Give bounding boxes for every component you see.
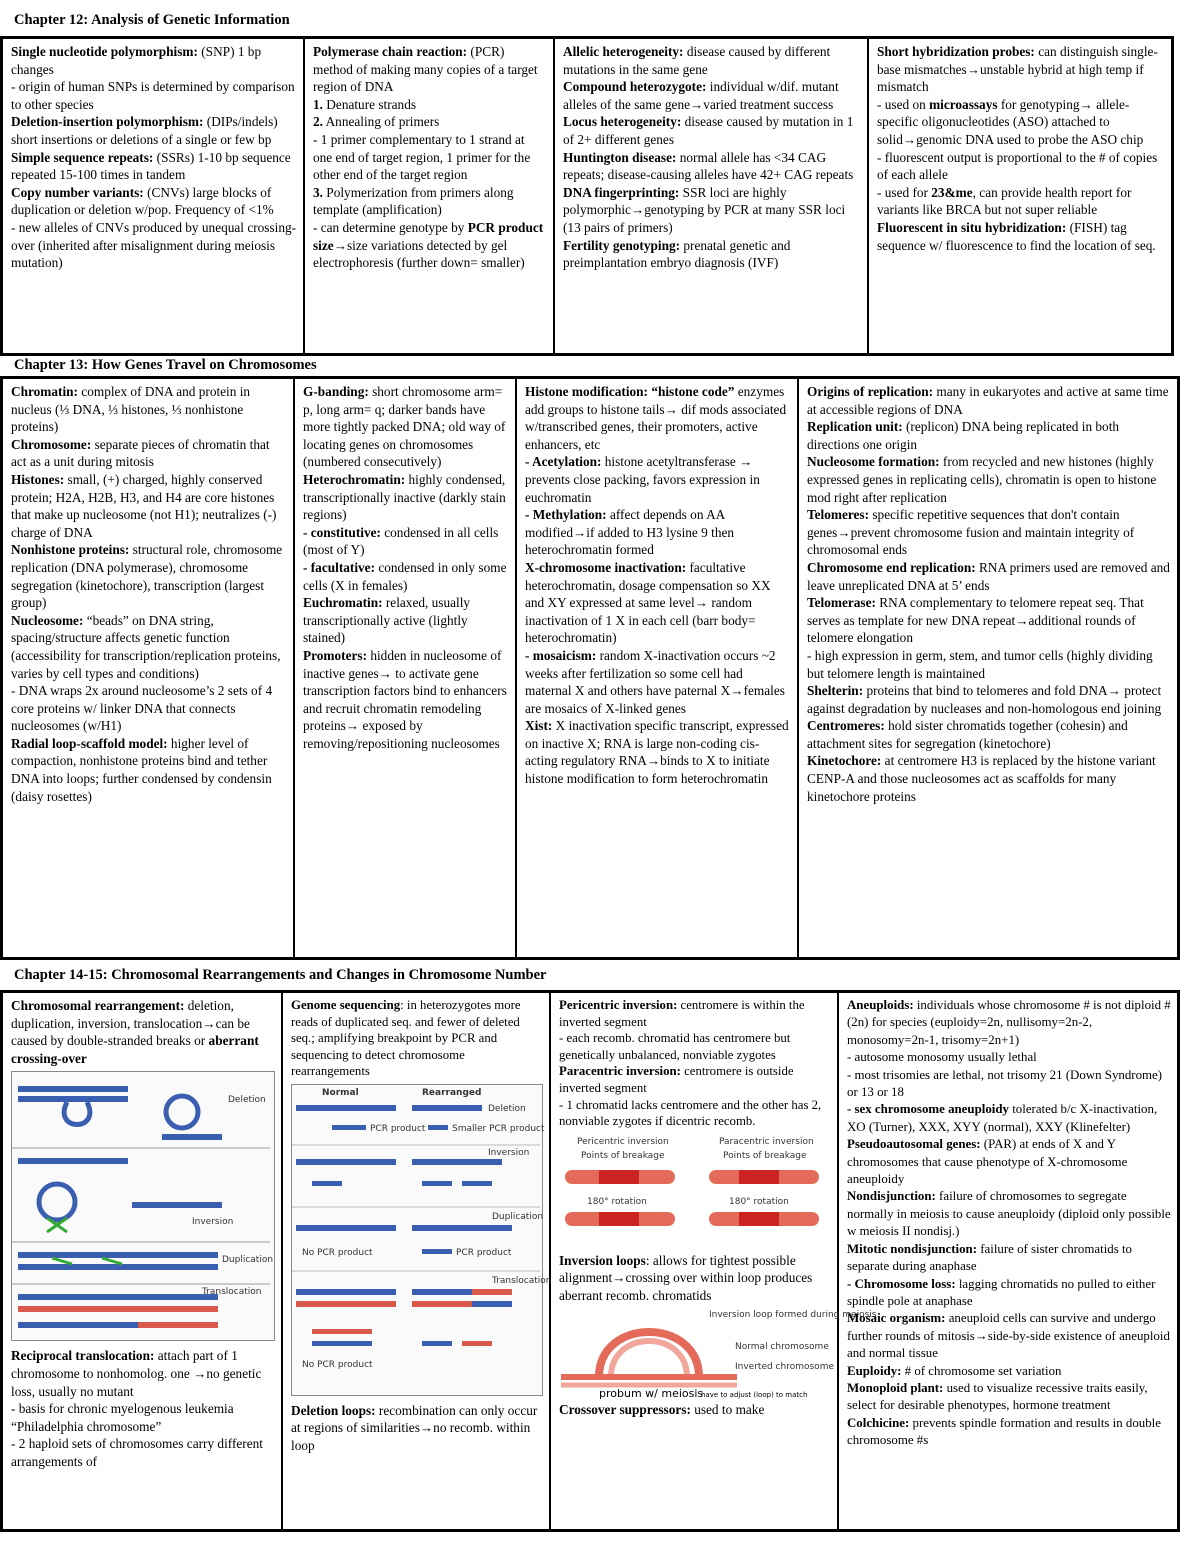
definition: - autosome monosomy usually lethal — [847, 1050, 1037, 1065]
definition: - high expression in germ, stem, and tumor cells (highly dividing but telomere length is maintained — [807, 647, 1153, 681]
entry — [525, 717, 791, 787]
fig3-rot-left: 180° rotation — [587, 1196, 647, 1207]
term: aberrant crossing-over — [11, 1033, 259, 1066]
definition: →size variations detected by gel electrophoresis (further down= smaller) — [313, 237, 525, 271]
term: G-banding: — [303, 384, 369, 399]
term: Nondisjunction: — [847, 1189, 936, 1204]
definition: normal allele has <34 CAG repeats; disease-causing alleles have 42+ CAG repeats — [563, 149, 854, 183]
definition: prevents spindle formation and results in double chromosome #s — [847, 1415, 1161, 1448]
term: Allelic heterogeneity: — [563, 44, 684, 59]
term: Histones: — [11, 471, 65, 487]
definition: - basis for chronic myelogenous leukemia “Philadelphia chromosome” — [11, 1401, 234, 1434]
definition: # of chromosome set variation — [901, 1363, 1062, 1378]
entry — [525, 453, 791, 506]
entry — [11, 612, 287, 682]
definition: RNA complementary to telomere repeat seq. That serves as template for new DNA repeat→additional rounds of telomere elongation — [807, 595, 1144, 646]
chapter-12-grid — [0, 36, 1174, 356]
definition: (PCR) method of making many copies of a target region of DNA — [313, 44, 538, 95]
term: Huntington disease: — [563, 149, 677, 165]
term: - sex chromosome aneuploidy — [847, 1102, 1009, 1117]
term: Chromosomal rearrangement: — [11, 998, 185, 1013]
term: Aneuploids: — [847, 998, 914, 1012]
term: Paracentric inversion: — [559, 1064, 681, 1079]
entry — [847, 1415, 1171, 1450]
definition: proteins that bind to telomeres and fold DNA→ protect against degradation by nucleases and non-homologous end joining — [807, 683, 1162, 716]
term: - Chromosome loss: — [847, 1276, 956, 1291]
definition: centromere is within the inverted segment — [559, 998, 805, 1029]
definition: - new alleles of CNVs produced by unequal crossing-over (inherited after misalignment during meiosis mutation) — [11, 219, 297, 271]
term: Deletion loops: — [291, 1402, 376, 1418]
definition: failure of sister chromatids to separate during anaphase — [847, 1241, 1133, 1274]
ch14-col-1-bottom — [11, 1347, 275, 1470]
definition: deletion, duplication, inversion, translocation→can be caused by double-stranded breaks or — [11, 998, 250, 1049]
term: Centromeres: — [807, 718, 885, 734]
fig3-rot-right: 180° rotation — [729, 1196, 789, 1207]
fig2-label-translocation: Translocation — [492, 1275, 552, 1286]
fig4-hand2: have to adjust (loop) to match — [701, 1390, 808, 1399]
entry — [559, 1030, 831, 1063]
ch13-col-4 — [799, 379, 1177, 957]
term: Histone modification: “histone code” — [525, 384, 735, 399]
entry — [563, 237, 861, 272]
chapter-14-title: Chapter 14-15: Chromosomal Rearrangements and Changes in Chromosome Number — [14, 967, 547, 983]
entry — [847, 1380, 1171, 1415]
entry — [11, 43, 297, 78]
entry — [11, 1400, 275, 1435]
entry — [313, 131, 547, 184]
fig1-label-deletion: Deletion — [228, 1095, 266, 1106]
entry — [11, 997, 275, 1067]
term: Monoploid plant: — [847, 1380, 944, 1395]
ch14-col-2-bottom — [291, 1402, 543, 1455]
term: DNA fingerprinting: — [563, 184, 680, 200]
definition: - used on — [877, 96, 930, 112]
definition: (replicon) DNA being replicated in both directions one origin — [807, 419, 1120, 452]
entry — [303, 524, 509, 559]
term: Replication unit: — [807, 419, 903, 435]
term: Inversion loops — [559, 1252, 646, 1268]
entry — [303, 471, 509, 524]
fig4-normal: Normal chromosome — [735, 1341, 829, 1352]
definition: “beads” on DNA string, spacing/structure affects genetic function (accessibility for transcription/replication proteins, varies by cell types and conditions) — [11, 612, 281, 681]
rearrangement-figure — [11, 1071, 275, 1341]
entry — [303, 647, 509, 753]
entry — [847, 1310, 1171, 1362]
definition: - most trisomies are lethal, not trisomy 21 (Down Syndrome) or 13 or 18 — [847, 1067, 1163, 1100]
entry — [525, 559, 791, 647]
definition: : allows for tightest possible alignment→crossing over within loop produces aberrant recomb. chromatids — [559, 1252, 813, 1303]
entry — [559, 1063, 831, 1096]
definition: from recycled and new histones (highly expressed genes in replicating cells), chromatin is open to histone mod right after replication — [807, 454, 1157, 505]
ch12-col-3 — [555, 39, 869, 353]
definition: can distinguish single-base mismatches→unstable hybrid at high temp if mismatch — [877, 44, 1158, 95]
fig3-pericentric: Pericentric inversion — [577, 1136, 669, 1147]
entry — [807, 453, 1171, 506]
definition: - used for — [877, 184, 932, 200]
ch13-col-1 — [3, 379, 295, 957]
ch12-col-1 — [3, 39, 305, 353]
definition: condensed in all cells (most of Y) — [303, 524, 499, 558]
fig4-inverted: Inverted chromosome — [735, 1361, 834, 1372]
ch12-col-4 — [869, 39, 1171, 353]
fig3-breaks-right: Points of breakage — [723, 1150, 807, 1161]
definition: - can determine genotype by — [313, 219, 468, 235]
entry — [313, 184, 547, 219]
definition: lagging chromatids no pulled to either spindle pole at anaphase — [847, 1276, 1156, 1308]
term: Polymerase chain reaction: — [313, 44, 468, 59]
entry — [877, 219, 1165, 254]
fig1-label-duplication: Duplication — [222, 1255, 274, 1266]
entry — [877, 43, 1165, 96]
definition: facultative heterochromatin, dosage compensation so XX and XY expressed at same level→ random inactivation of 1 X in each cell (barr body= heterochromatin) — [525, 559, 771, 646]
term: Colchicine: — [847, 1415, 910, 1430]
entry — [313, 219, 547, 272]
entry — [559, 1252, 831, 1305]
entry — [847, 1067, 1171, 1102]
entry — [11, 1347, 275, 1400]
entry — [807, 559, 1171, 594]
term: Euploidy: — [847, 1363, 902, 1378]
definition: short chromosome arm= p, long arm= q; darker bands have more tightly packed DNA; old way of locating genes on chromosomes (numbered consecutively) — [303, 384, 506, 470]
inversion-diagram — [559, 1134, 831, 1246]
definition: Annealing of primers — [322, 114, 440, 130]
term: X-chromosome inactivation: — [525, 559, 687, 575]
definition: Polymerization from primers along template (amplification) — [313, 184, 514, 218]
entry — [11, 184, 297, 219]
entry — [563, 78, 861, 113]
entry — [313, 43, 547, 96]
definition: - 2 haploid sets of chromosomes carry different arrangements of — [11, 1436, 263, 1469]
term: Radial loop-scaffold model: — [11, 735, 168, 751]
entry — [847, 1136, 1171, 1188]
term: Telomerase: — [807, 595, 876, 611]
chapter-13-title: Chapter 13: How Genes Travel on Chromosomes — [14, 357, 317, 373]
definition: RNA primers used are removed and leave unreplicated DNA at 5’ ends — [807, 559, 1170, 593]
term: Fluorescent in situ hybridization: — [877, 219, 1067, 235]
definition: hidden in nucleosome of inactive genes→ to activate gene transcription factors bind to enhancers and recruit chromatin remodeling proteins→ exposed by removing/repositioning nucleosomes — [303, 647, 507, 751]
inversion-figure — [559, 1134, 831, 1246]
term: Nucleosome formation: — [807, 454, 940, 470]
entry — [11, 383, 287, 436]
entry — [807, 418, 1171, 453]
entry — [11, 541, 287, 611]
term: Chromosome end replication: — [807, 559, 976, 575]
fig1-label-translocation: Translocation — [202, 1287, 262, 1298]
definition: many in eukaryotes and active at same time at accessible regions of DNA — [807, 384, 1169, 417]
definition: higher level of compaction, nonhistone proteins bind and tether DNA into loops; further condensed by condensin (daisy rosettes) — [11, 735, 272, 804]
definition: prenatal genetic and preimplantation embryo diagnosis (IVF) — [563, 237, 791, 271]
definition: - each recomb. chromatid has centromere but genetically unbalanced, nonviable zygotes — [559, 1031, 791, 1062]
definition: at centromere H3 is replaced by the histone variant CENP-A and those nucleosomes act as scaffolds for many kinetochore proteins — [807, 753, 1156, 804]
definition: - fluorescent output is proportional to the # of copies of each allele — [877, 149, 1158, 183]
definition: aneuploid cells can survive and undergo further rounds of mitosis→side-by-side existence of aneuploid and normal tissue — [847, 1311, 1170, 1361]
term: Shelterin: — [807, 683, 864, 699]
term: Euchromatin: — [303, 595, 383, 611]
chapter-14-grid — [0, 990, 1180, 1532]
definition: separate pieces of chromatin that act as a unit during mitosis — [11, 436, 270, 470]
definition: - 1 chromatid lacks centromere and the other has 2, nonviable zygotes if dicentric recomb. — [559, 1097, 822, 1129]
pcr-diagram — [292, 1085, 552, 1395]
term: Nonhistone proteins: — [11, 542, 130, 558]
term: PCR product size — [313, 219, 544, 253]
term: Reciprocal translocation: — [11, 1348, 155, 1364]
term: Fertility genotyping: — [563, 237, 681, 253]
ch13-col-2 — [295, 379, 517, 957]
entry — [525, 383, 791, 453]
entry — [11, 149, 297, 184]
definition: enzymes add groups to histone tails→ dif mods associated w/transcribed genes, their promoters, active enhancers, etc — [525, 384, 787, 452]
definition: X inactivation specific transcript, expressed on inactive X; RNA is large non-coding cis-acting regulatory RNA→binds to X to initiate histone modification to form heterochromatin — [525, 718, 789, 787]
entry — [291, 997, 543, 1080]
fig2-no-pcr-2: No PCR product — [302, 1359, 373, 1370]
entry — [847, 1241, 1171, 1276]
definition: failure of chromosomes to segregate normally in meiosis to cause aneuploidy (diploid only possible w meiosis II nondisj.) — [847, 1189, 1171, 1239]
term: 1. — [313, 96, 323, 112]
fig2-label-duplication: Duplication — [492, 1211, 544, 1222]
ch14-col-1 — [3, 993, 283, 1529]
entry — [807, 682, 1171, 717]
fig2-label-inversion: Inversion — [488, 1147, 530, 1158]
definition: recombination can only occur at regions of similarities→no recomb. within loop — [291, 1402, 538, 1453]
ch13-col-3 — [517, 379, 799, 957]
term: Compound heterozygote: — [563, 79, 707, 95]
entry — [877, 149, 1165, 184]
chapter-12-title: Chapter 12: Analysis of Genetic Information — [14, 12, 290, 28]
definition: affect depends on AA modified→if added to H3 lysine 9 then heterochromatin formed — [525, 507, 735, 558]
definition: , can provide health report for variants like BRCA but not super reliable — [877, 184, 1132, 218]
definition: used to visualize recessive traits easily, select for desirable phenotypes, hormone treatment — [847, 1380, 1148, 1413]
definition: small, (+) charged, highly conserved protein; H2A, H2B, H3, and H4 are core histones that make up nucleosome (not H1); neutralizes (-) charge of DNA — [11, 471, 277, 540]
term: Xist: — [525, 718, 553, 734]
term: Origins of replication: — [807, 384, 934, 399]
term: microassays — [929, 96, 998, 112]
term: Kinetochore: — [807, 753, 882, 769]
entry — [313, 113, 547, 131]
definition: specific repetitive sequences that don't contain genes→prevent chromosome fusion and maintain integrity of chromosomal ends — [807, 507, 1135, 558]
entry — [11, 1435, 275, 1470]
entry — [807, 717, 1171, 752]
rearrangement-diagram — [12, 1072, 274, 1340]
term: - facultative: — [303, 559, 375, 575]
ch14-col-3-bottom — [559, 1401, 831, 1419]
term: Telomeres: — [807, 507, 870, 523]
definition: random X-inactivation occurs ~2 weeks after fertilization so some cell had maternal X and others have paternal X→females are mosaics of X-linked genes — [525, 647, 785, 716]
entry — [525, 647, 791, 717]
term: 3. — [313, 184, 323, 200]
entry — [11, 219, 297, 272]
ch14-col-2-top — [291, 997, 543, 1080]
ch14-col-2 — [283, 993, 551, 1529]
term: Copy number variants: — [11, 184, 144, 200]
entry — [559, 1401, 831, 1419]
term: Single nucleotide polymorphism: — [11, 44, 198, 59]
fig2-no-pcr: No PCR product — [302, 1247, 373, 1258]
fig3-breaks-left: Points of breakage — [581, 1150, 665, 1161]
entry — [11, 113, 297, 148]
term: 2. — [313, 114, 323, 130]
term: Mosaic organism: — [847, 1311, 946, 1326]
fig2-pcr-product: PCR product — [370, 1123, 426, 1134]
fig2-smaller-product: Smaller PCR product — [452, 1123, 545, 1134]
entry — [877, 96, 1165, 149]
definition: hold sister chromatids together (cohesin) and attachment sites for segregation (kinetochore) — [807, 718, 1128, 751]
definition: highly condensed, transcriptionally inactive (darkly stain regions) — [303, 471, 506, 523]
ch12-col-2 — [305, 39, 555, 353]
definition: Denature strands — [322, 96, 417, 112]
entry — [559, 1097, 831, 1130]
ch14-col-4 — [839, 993, 1177, 1529]
entry — [525, 506, 791, 559]
entry — [303, 559, 509, 594]
definition: individuals whose chromosome # is not diploid # (2n) for species (euploidy=2n, nullisomy=2n-2, monosomy=2n-1, trisomy=2n+1) — [847, 998, 1171, 1047]
entry — [847, 1188, 1171, 1240]
entry — [559, 997, 831, 1030]
term: - Methylation: — [525, 507, 607, 523]
definition: (FISH) tag sequence w/ fluorescence to find the location of seq. — [877, 219, 1156, 253]
term: Genome sequencing — [291, 998, 401, 1012]
definition: (PAR) at ends of X and Y chromosomes that cause phenotype of X-chromosome aneuploidy — [847, 1137, 1128, 1187]
entry — [11, 471, 287, 541]
ch14-col-1-top — [11, 997, 275, 1067]
fig3-paracentric: Paracentric inversion — [719, 1136, 814, 1147]
definition: histone acetyltransferase → prevents close packing, favors expression in euchromatin — [525, 454, 760, 505]
entry — [11, 735, 287, 805]
fig2-pcr-product-2: PCR product — [456, 1247, 512, 1258]
definition: (SSRs) 1-10 bp sequence repeated 15-100 times in tandem — [11, 149, 291, 183]
term: Nucleosome: — [11, 612, 84, 628]
entry — [303, 383, 509, 471]
definition: used to make — [690, 1401, 765, 1417]
fig4-loop: Inversion loop formed during meiosis — [709, 1309, 877, 1320]
entry — [807, 383, 1171, 418]
entry — [807, 752, 1171, 805]
term: Crossover suppressors: — [559, 1401, 691, 1417]
definition: condensed in only some cells (X in females) — [303, 559, 507, 593]
entry — [807, 647, 1171, 682]
fig2-label-deletion: Deletion — [488, 1103, 526, 1114]
definition: - DNA wraps 2x around nucleosome’s 2 sets of 4 core proteins w/ linker DNA that connects nucleosomes (w/H1) — [11, 683, 273, 734]
term: Chromosome: — [11, 436, 92, 452]
term: Simple sequence repeats: — [11, 149, 154, 165]
entry — [847, 1363, 1171, 1380]
entry — [11, 436, 287, 471]
entry — [563, 149, 861, 184]
pcr-figure — [291, 1084, 552, 1396]
entry — [877, 184, 1165, 219]
definition: attach part of 1 chromosome to nonhomolog. one →no genetic loss, usually no mutant — [11, 1348, 262, 1399]
term: Chromatin: — [11, 384, 78, 399]
definition: disease caused by different mutations in the same gene — [563, 44, 831, 77]
entry — [303, 594, 509, 647]
definition: tolerated b/c X-inactivation, XO (Turner), XXX, XYY (normal), XXY (Klinefelter) — [847, 1102, 1158, 1134]
term: Short hybridization probes: — [877, 44, 1035, 59]
definition: - 1 primer complementary to 1 strand at one end of target region, 1 primer for the other end of the target region — [313, 131, 531, 183]
entry — [563, 43, 861, 78]
entry — [847, 1049, 1171, 1066]
definition: disease caused by mutation in 1 of 2+ different genes — [563, 114, 854, 147]
fig4-hand: probum w/ meiosis — [599, 1386, 704, 1400]
definition: individual w/dif. mutant alleles of the same gene→varied treatment success — [563, 79, 839, 112]
term: - constitutive: — [303, 524, 381, 540]
term: Heterochromatin: — [303, 471, 406, 487]
definition: (SNP) 1 bp changes — [11, 44, 262, 77]
term: 23&me — [931, 184, 973, 200]
entry — [11, 78, 297, 113]
definition: relaxed, usually transcriptionally active (lightly stained) — [303, 595, 471, 646]
entry — [807, 594, 1171, 647]
term: Mitotic nondisjunction: — [847, 1241, 977, 1256]
definition: (DIPs/indels) short insertions or deletions of a single or few bp — [11, 114, 278, 147]
entry — [563, 113, 861, 148]
definition: SSR loci are highly polymorphic→genotyping by PCR at many SSR loci (13 pairs of primers) — [563, 184, 846, 235]
fig2-rearranged: Rearranged — [422, 1087, 482, 1098]
fig1-label-inversion: Inversion — [192, 1217, 234, 1228]
term: - mosaicism: — [525, 647, 597, 663]
term: Pseudoautosomal genes: — [847, 1137, 981, 1152]
term: Promoters: — [303, 647, 367, 663]
entry — [291, 1402, 543, 1455]
entry — [807, 506, 1171, 559]
definition: (CNVs) large blocks of duplication or deletion w/pop. Frequency of <1% — [11, 184, 274, 218]
entry — [11, 682, 287, 735]
entry — [313, 96, 547, 114]
fig2-normal: Normal — [322, 1087, 359, 1098]
ch14-col-3-top — [559, 997, 831, 1130]
entry — [847, 1276, 1171, 1311]
term: Deletion-insertion polymorphism: — [11, 114, 204, 130]
definition: : in heterozygotes more reads of duplicated seq. and fewer of deleted seq.; amplifying breakpoint by PCR and sequencing to detect chromosome rearrangements — [291, 998, 521, 1078]
entry — [563, 184, 861, 237]
entry — [847, 997, 1171, 1049]
term: Pericentric inversion: — [559, 998, 678, 1012]
definition: structural role, chromosome replication (DNA polymerase), chromosome segregation (kinetochore), transcription (largest group) — [11, 542, 283, 611]
chapter-13-grid — [0, 376, 1180, 960]
term: Locus heterogeneity: — [563, 114, 682, 130]
definition: centromere is outside inverted segment — [559, 1064, 794, 1095]
definition: for genotyping→ allele-specific oligonucleotides (ASO) attached to solid→genomic DNA used to probe the ASO chip — [877, 96, 1144, 147]
ch14-col-3-mid — [559, 1252, 831, 1305]
entry — [847, 1101, 1171, 1136]
definition: complex of DNA and protein in nucleus (⅓ DNA, ⅓ histones, ⅓ nonhistone proteins) — [11, 384, 251, 435]
term: - Acetylation: — [525, 454, 602, 470]
definition: - origin of human SNPs is determined by comparison to other species — [11, 79, 295, 112]
